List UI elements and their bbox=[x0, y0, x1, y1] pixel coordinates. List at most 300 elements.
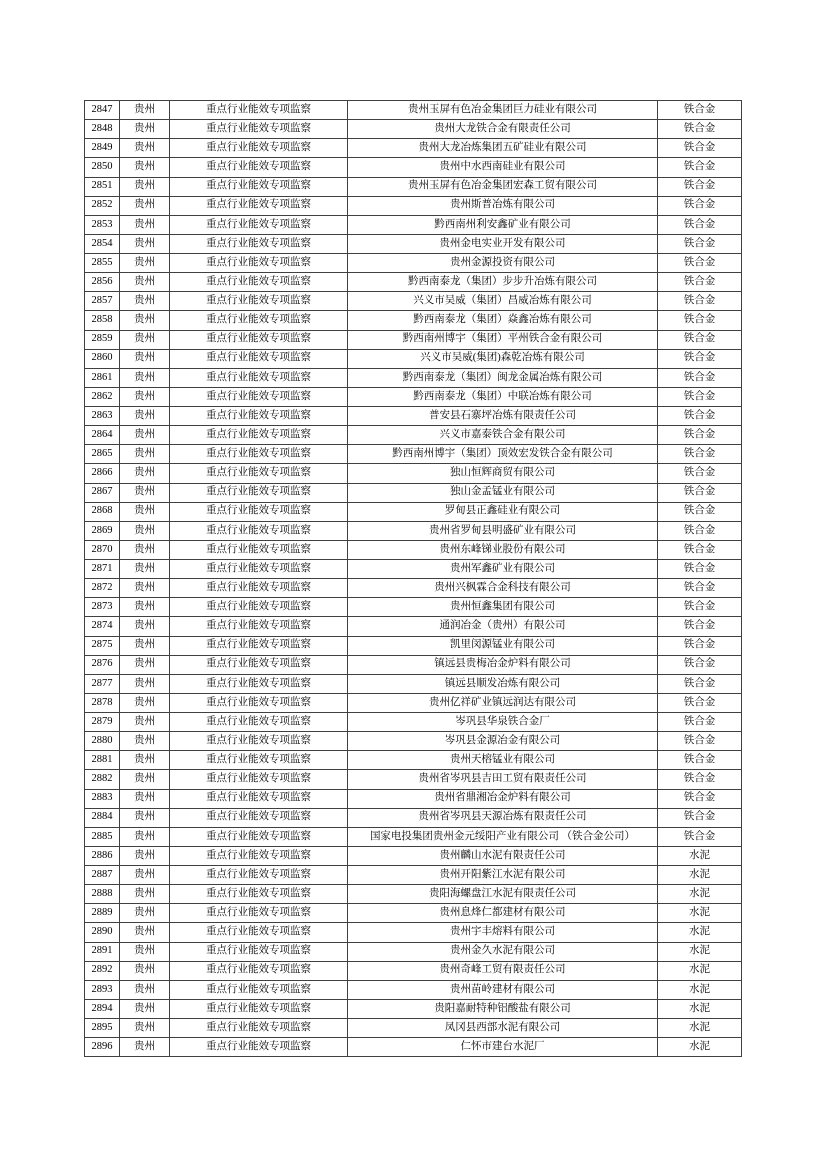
province-cell: 贵州 bbox=[120, 521, 170, 540]
category-cell: 重点行业能效专项监察 bbox=[170, 674, 348, 693]
category-cell: 重点行业能效专项监察 bbox=[170, 349, 348, 368]
category-cell: 重点行业能效专项监察 bbox=[170, 770, 348, 789]
table-row bbox=[85, 961, 742, 980]
serial-number-cell: 2888 bbox=[85, 885, 120, 904]
table-row bbox=[85, 177, 742, 196]
company-name-cell: 岑巩县华泉铁合金厂 bbox=[348, 713, 658, 732]
product-type-cell: 水泥 bbox=[658, 1038, 742, 1057]
product-type-cell: 铁合金 bbox=[658, 311, 742, 330]
province-cell: 贵州 bbox=[120, 579, 170, 598]
category-cell: 重点行业能效专项监察 bbox=[170, 483, 348, 502]
table-row bbox=[85, 942, 742, 961]
category-cell: 重点行业能效专项监察 bbox=[170, 713, 348, 732]
serial-number-cell: 2894 bbox=[85, 999, 120, 1018]
product-type-cell: 铁合金 bbox=[658, 502, 742, 521]
product-type-cell: 铁合金 bbox=[658, 751, 742, 770]
province-cell: 贵州 bbox=[120, 407, 170, 426]
category-cell: 重点行业能效专项监察 bbox=[170, 101, 348, 120]
serial-number-cell: 2892 bbox=[85, 961, 120, 980]
table-row bbox=[85, 426, 742, 445]
category-cell: 重点行业能效专项监察 bbox=[170, 885, 348, 904]
category-cell: 重点行业能效专项监察 bbox=[170, 273, 348, 292]
province-cell: 贵州 bbox=[120, 560, 170, 579]
category-cell: 重点行业能效专项监察 bbox=[170, 1038, 348, 1057]
product-type-cell: 铁合金 bbox=[658, 521, 742, 540]
category-cell: 重点行业能效专项监察 bbox=[170, 904, 348, 923]
table-row bbox=[85, 598, 742, 617]
table-row bbox=[85, 387, 742, 406]
province-cell: 贵州 bbox=[120, 770, 170, 789]
category-cell: 重点行业能效专项监察 bbox=[170, 540, 348, 559]
province-cell: 贵州 bbox=[120, 923, 170, 942]
product-type-cell: 铁合金 bbox=[658, 827, 742, 846]
table-row bbox=[85, 311, 742, 330]
table-row bbox=[85, 770, 742, 789]
company-name-cell: 贵州息烽仁都建材有限公司 bbox=[348, 904, 658, 923]
serial-number-cell: 2876 bbox=[85, 655, 120, 674]
province-cell: 贵州 bbox=[120, 866, 170, 885]
province-cell: 贵州 bbox=[120, 483, 170, 502]
product-type-cell: 铁合金 bbox=[658, 120, 742, 139]
serial-number-cell: 2891 bbox=[85, 942, 120, 961]
product-type-cell: 铁合金 bbox=[658, 674, 742, 693]
province-cell: 贵州 bbox=[120, 101, 170, 120]
company-name-cell: 贵州军鑫矿业有限公司 bbox=[348, 560, 658, 579]
province-cell: 贵州 bbox=[120, 464, 170, 483]
product-type-cell: 水泥 bbox=[658, 961, 742, 980]
category-cell: 重点行业能效专项监察 bbox=[170, 693, 348, 712]
province-cell: 贵州 bbox=[120, 713, 170, 732]
company-name-cell: 贵州宇丰熔料有限公司 bbox=[348, 923, 658, 942]
company-name-cell: 兴义市吴威(集团)森乾冶炼有限公司 bbox=[348, 349, 658, 368]
table-row bbox=[85, 407, 742, 426]
table-row bbox=[85, 617, 742, 636]
province-cell: 贵州 bbox=[120, 426, 170, 445]
table-row bbox=[85, 445, 742, 464]
company-name-cell: 仁怀市建台水泥厂 bbox=[348, 1038, 658, 1057]
category-cell: 重点行业能效专项监察 bbox=[170, 598, 348, 617]
company-name-cell: 凤冈县西部水泥有限公司 bbox=[348, 1019, 658, 1038]
province-cell: 贵州 bbox=[120, 751, 170, 770]
product-type-cell: 水泥 bbox=[658, 923, 742, 942]
province-cell: 贵州 bbox=[120, 655, 170, 674]
company-name-cell: 镇远县顺发冶炼有限公司 bbox=[348, 674, 658, 693]
category-cell: 重点行业能效专项监察 bbox=[170, 330, 348, 349]
category-cell: 重点行业能效专项监察 bbox=[170, 789, 348, 808]
serial-number-cell: 2869 bbox=[85, 521, 120, 540]
serial-number-cell: 2887 bbox=[85, 866, 120, 885]
province-cell: 贵州 bbox=[120, 942, 170, 961]
product-type-cell: 铁合金 bbox=[658, 196, 742, 215]
province-cell: 贵州 bbox=[120, 1019, 170, 1038]
province-cell: 贵州 bbox=[120, 636, 170, 655]
registry-table bbox=[84, 100, 742, 1057]
category-cell: 重点行业能效专项监察 bbox=[170, 999, 348, 1018]
category-cell: 重点行业能效专项监察 bbox=[170, 139, 348, 158]
product-type-cell: 铁合金 bbox=[658, 407, 742, 426]
table-row bbox=[85, 101, 742, 120]
table-row bbox=[85, 751, 742, 770]
company-name-cell: 贵州玉屏有色冶金集团巨力硅业有限公司 bbox=[348, 101, 658, 120]
company-name-cell: 独山恒辉商贸有限公司 bbox=[348, 464, 658, 483]
product-type-cell: 铁合金 bbox=[658, 732, 742, 751]
province-cell: 贵州 bbox=[120, 598, 170, 617]
province-cell: 贵州 bbox=[120, 177, 170, 196]
product-type-cell: 铁合金 bbox=[658, 789, 742, 808]
table-row bbox=[85, 904, 742, 923]
serial-number-cell: 2880 bbox=[85, 732, 120, 751]
product-type-cell: 水泥 bbox=[658, 866, 742, 885]
product-type-cell: 铁合金 bbox=[658, 215, 742, 234]
product-type-cell: 铁合金 bbox=[658, 483, 742, 502]
table-row bbox=[85, 846, 742, 865]
category-cell: 重点行业能效专项监察 bbox=[170, 387, 348, 406]
product-type-cell: 铁合金 bbox=[658, 254, 742, 273]
province-cell: 贵州 bbox=[120, 368, 170, 387]
product-type-cell: 铁合金 bbox=[658, 770, 742, 789]
province-cell: 贵州 bbox=[120, 215, 170, 234]
serial-number-cell: 2851 bbox=[85, 177, 120, 196]
province-cell: 贵州 bbox=[120, 349, 170, 368]
company-name-cell: 普安县石寨坪冶炼有限责任公司 bbox=[348, 407, 658, 426]
serial-number-cell: 2854 bbox=[85, 234, 120, 253]
company-name-cell: 独山金孟锰业有限公司 bbox=[348, 483, 658, 502]
product-type-cell: 铁合金 bbox=[658, 540, 742, 559]
company-name-cell: 黔西南州博宇（集团）顶效宏发铁合金有限公司 bbox=[348, 445, 658, 464]
serial-number-cell: 2856 bbox=[85, 273, 120, 292]
category-cell: 重点行业能效专项监察 bbox=[170, 751, 348, 770]
product-type-cell: 铁合金 bbox=[658, 560, 742, 579]
table-row bbox=[85, 368, 742, 387]
company-name-cell: 黔西南泰龙（集团）闽龙金属冶炼有限公司 bbox=[348, 368, 658, 387]
company-name-cell: 贵州苗岭建材有限公司 bbox=[348, 980, 658, 999]
province-cell: 贵州 bbox=[120, 961, 170, 980]
product-type-cell: 铁合金 bbox=[658, 636, 742, 655]
serial-number-cell: 2883 bbox=[85, 789, 120, 808]
product-type-cell: 铁合金 bbox=[658, 655, 742, 674]
table-row bbox=[85, 1038, 742, 1057]
category-cell: 重点行业能效专项监察 bbox=[170, 158, 348, 177]
company-name-cell: 凯里闵源锰业有限公司 bbox=[348, 636, 658, 655]
table-row bbox=[85, 330, 742, 349]
serial-number-cell: 2874 bbox=[85, 617, 120, 636]
product-type-cell: 铁合金 bbox=[658, 426, 742, 445]
table-row bbox=[85, 999, 742, 1018]
table-row bbox=[85, 254, 742, 273]
serial-number-cell: 2896 bbox=[85, 1038, 120, 1057]
category-cell: 重点行业能效专项监察 bbox=[170, 980, 348, 999]
table-row bbox=[85, 923, 742, 942]
serial-number-cell: 2879 bbox=[85, 713, 120, 732]
product-type-cell: 铁合金 bbox=[658, 617, 742, 636]
province-cell: 贵州 bbox=[120, 502, 170, 521]
product-type-cell: 水泥 bbox=[658, 846, 742, 865]
serial-number-cell: 2885 bbox=[85, 827, 120, 846]
product-type-cell: 铁合金 bbox=[658, 808, 742, 827]
company-name-cell: 贵州兴枫霖合金科技有限公司 bbox=[348, 579, 658, 598]
category-cell: 重点行业能效专项监察 bbox=[170, 846, 348, 865]
table-row bbox=[85, 139, 742, 158]
product-type-cell: 铁合金 bbox=[658, 158, 742, 177]
serial-number-cell: 2884 bbox=[85, 808, 120, 827]
category-cell: 重点行业能效专项监察 bbox=[170, 234, 348, 253]
table-row bbox=[85, 674, 742, 693]
product-type-cell: 铁合金 bbox=[658, 464, 742, 483]
category-cell: 重点行业能效专项监察 bbox=[170, 579, 348, 598]
province-cell: 贵州 bbox=[120, 196, 170, 215]
product-type-cell: 铁合金 bbox=[658, 273, 742, 292]
serial-number-cell: 2881 bbox=[85, 751, 120, 770]
product-type-cell: 水泥 bbox=[658, 904, 742, 923]
category-cell: 重点行业能效专项监察 bbox=[170, 636, 348, 655]
province-cell: 贵州 bbox=[120, 732, 170, 751]
table-row bbox=[85, 292, 742, 311]
table-row bbox=[85, 980, 742, 999]
product-type-cell: 铁合金 bbox=[658, 349, 742, 368]
company-name-cell: 贵州开阳紫江水泥有限公司 bbox=[348, 866, 658, 885]
province-cell: 贵州 bbox=[120, 445, 170, 464]
category-cell: 重点行业能效专项监察 bbox=[170, 407, 348, 426]
table-row bbox=[85, 636, 742, 655]
company-name-cell: 贵州金久水泥有限公司 bbox=[348, 942, 658, 961]
table-row bbox=[85, 196, 742, 215]
table-row bbox=[85, 120, 742, 139]
category-cell: 重点行业能效专项监察 bbox=[170, 464, 348, 483]
province-cell: 贵州 bbox=[120, 254, 170, 273]
province-cell: 贵州 bbox=[120, 617, 170, 636]
product-type-cell: 铁合金 bbox=[658, 234, 742, 253]
product-type-cell: 铁合金 bbox=[658, 368, 742, 387]
product-type-cell: 铁合金 bbox=[658, 387, 742, 406]
province-cell: 贵州 bbox=[120, 139, 170, 158]
company-name-cell: 贵州恒鑫集团有限公司 bbox=[348, 598, 658, 617]
table-row bbox=[85, 540, 742, 559]
serial-number-cell: 2862 bbox=[85, 387, 120, 406]
product-type-cell: 水泥 bbox=[658, 942, 742, 961]
serial-number-cell: 2857 bbox=[85, 292, 120, 311]
category-cell: 重点行业能效专项监察 bbox=[170, 292, 348, 311]
serial-number-cell: 2895 bbox=[85, 1019, 120, 1038]
category-cell: 重点行业能效专项监察 bbox=[170, 215, 348, 234]
company-name-cell: 贵州省罗甸县明盛矿业有限公司 bbox=[348, 521, 658, 540]
category-cell: 重点行业能效专项监察 bbox=[170, 426, 348, 445]
province-cell: 贵州 bbox=[120, 885, 170, 904]
product-type-cell: 铁合金 bbox=[658, 445, 742, 464]
serial-number-cell: 2858 bbox=[85, 311, 120, 330]
province-cell: 贵州 bbox=[120, 311, 170, 330]
table-row bbox=[85, 158, 742, 177]
province-cell: 贵州 bbox=[120, 999, 170, 1018]
table-row bbox=[85, 215, 742, 234]
table-row bbox=[85, 732, 742, 751]
serial-number-cell: 2849 bbox=[85, 139, 120, 158]
province-cell: 贵州 bbox=[120, 292, 170, 311]
province-cell: 贵州 bbox=[120, 904, 170, 923]
company-name-cell: 兴义市吴威（集团）昌威冶炼有限公司 bbox=[348, 292, 658, 311]
table-row bbox=[85, 483, 742, 502]
table-row bbox=[85, 579, 742, 598]
category-cell: 重点行业能效专项监察 bbox=[170, 196, 348, 215]
province-cell: 贵州 bbox=[120, 330, 170, 349]
company-name-cell: 黔西南州博宇（集团）平州铁合金有限公司 bbox=[348, 330, 658, 349]
province-cell: 贵州 bbox=[120, 120, 170, 139]
table-row bbox=[85, 521, 742, 540]
company-name-cell: 贵州斯普冶炼有限公司 bbox=[348, 196, 658, 215]
company-name-cell: 贵州亿祥矿业镇远润达有限公司 bbox=[348, 693, 658, 712]
product-type-cell: 水泥 bbox=[658, 885, 742, 904]
serial-number-cell: 2865 bbox=[85, 445, 120, 464]
company-name-cell: 贵州省鼎湘冶金炉料有限公司 bbox=[348, 789, 658, 808]
product-type-cell: 铁合金 bbox=[658, 598, 742, 617]
table-row bbox=[85, 502, 742, 521]
province-cell: 贵州 bbox=[120, 980, 170, 999]
category-cell: 重点行业能效专项监察 bbox=[170, 311, 348, 330]
company-name-cell: 贵州东峰锑业股份有限公司 bbox=[348, 540, 658, 559]
company-name-cell: 镇远县贵梅冶金炉料有限公司 bbox=[348, 655, 658, 674]
product-type-cell: 铁合金 bbox=[658, 139, 742, 158]
company-name-cell: 贵州大龙铁合金有限责任公司 bbox=[348, 120, 658, 139]
serial-number-cell: 2889 bbox=[85, 904, 120, 923]
company-name-cell: 贵阳嘉耐特种铝酸盐有限公司 bbox=[348, 999, 658, 1018]
category-cell: 重点行业能效专项监察 bbox=[170, 866, 348, 885]
table-row bbox=[85, 464, 742, 483]
table-row bbox=[85, 827, 742, 846]
product-type-cell: 铁合金 bbox=[658, 177, 742, 196]
serial-number-cell: 2852 bbox=[85, 196, 120, 215]
table-row bbox=[85, 866, 742, 885]
category-cell: 重点行业能效专项监察 bbox=[170, 521, 348, 540]
serial-number-cell: 2875 bbox=[85, 636, 120, 655]
table-row bbox=[85, 693, 742, 712]
serial-number-cell: 2886 bbox=[85, 846, 120, 865]
serial-number-cell: 2877 bbox=[85, 674, 120, 693]
product-type-cell: 铁合金 bbox=[658, 713, 742, 732]
category-cell: 重点行业能效专项监察 bbox=[170, 617, 348, 636]
product-type-cell: 水泥 bbox=[658, 999, 742, 1018]
category-cell: 重点行业能效专项监察 bbox=[170, 923, 348, 942]
serial-number-cell: 2853 bbox=[85, 215, 120, 234]
category-cell: 重点行业能效专项监察 bbox=[170, 655, 348, 674]
province-cell: 贵州 bbox=[120, 158, 170, 177]
serial-number-cell: 2847 bbox=[85, 101, 120, 120]
category-cell: 重点行业能效专项监察 bbox=[170, 254, 348, 273]
serial-number-cell: 2873 bbox=[85, 598, 120, 617]
company-name-cell: 贵州大龙冶炼集团五矿硅业有限公司 bbox=[348, 139, 658, 158]
serial-number-cell: 2848 bbox=[85, 120, 120, 139]
province-cell: 贵州 bbox=[120, 827, 170, 846]
serial-number-cell: 2872 bbox=[85, 579, 120, 598]
company-name-cell: 贵阳海螺盘江水泥有限责任公司 bbox=[348, 885, 658, 904]
table-row bbox=[85, 789, 742, 808]
company-name-cell: 罗甸县正鑫硅业有限公司 bbox=[348, 502, 658, 521]
company-name-cell: 黔西南泰龙（集团）焱鑫冶炼有限公司 bbox=[348, 311, 658, 330]
serial-number-cell: 2864 bbox=[85, 426, 120, 445]
category-cell: 重点行业能效专项监察 bbox=[170, 732, 348, 751]
province-cell: 贵州 bbox=[120, 234, 170, 253]
serial-number-cell: 2866 bbox=[85, 464, 120, 483]
table-row bbox=[85, 273, 742, 292]
product-type-cell: 铁合金 bbox=[658, 330, 742, 349]
table-row bbox=[85, 349, 742, 368]
company-name-cell: 国家电投集团贵州金元绥阳产业有限公司 （铁合金公司） bbox=[348, 827, 658, 846]
company-name-cell: 贵州中水西南硅业有限公司 bbox=[348, 158, 658, 177]
serial-number-cell: 2893 bbox=[85, 980, 120, 999]
category-cell: 重点行业能效专项监察 bbox=[170, 177, 348, 196]
company-name-cell: 岑巩县金源冶金有限公司 bbox=[348, 732, 658, 751]
table-row bbox=[85, 885, 742, 904]
category-cell: 重点行业能效专项监察 bbox=[170, 942, 348, 961]
registry-table-body bbox=[85, 101, 742, 1057]
table-row bbox=[85, 713, 742, 732]
category-cell: 重点行业能效专项监察 bbox=[170, 560, 348, 579]
serial-number-cell: 2871 bbox=[85, 560, 120, 579]
company-name-cell: 黔西南泰龙（集团）步步升冶炼有限公司 bbox=[348, 273, 658, 292]
category-cell: 重点行业能效专项监察 bbox=[170, 1019, 348, 1038]
serial-number-cell: 2861 bbox=[85, 368, 120, 387]
category-cell: 重点行业能效专项监察 bbox=[170, 502, 348, 521]
category-cell: 重点行业能效专项监察 bbox=[170, 808, 348, 827]
company-name-cell: 黔西南州利安鑫矿业有限公司 bbox=[348, 215, 658, 234]
serial-number-cell: 2870 bbox=[85, 540, 120, 559]
company-name-cell: 贵州玉屏有色冶金集团宏森工贸有限公司 bbox=[348, 177, 658, 196]
company-name-cell: 贵州金源投资有限公司 bbox=[348, 254, 658, 273]
company-name-cell: 黔西南泰龙（集团）中联冶炼有限公司 bbox=[348, 387, 658, 406]
table-row bbox=[85, 655, 742, 674]
province-cell: 贵州 bbox=[120, 693, 170, 712]
serial-number-cell: 2867 bbox=[85, 483, 120, 502]
product-type-cell: 铁合金 bbox=[658, 101, 742, 120]
company-name-cell: 贵州省岑巩县吉田工贸有限责任公司 bbox=[348, 770, 658, 789]
serial-number-cell: 2850 bbox=[85, 158, 120, 177]
product-type-cell: 铁合金 bbox=[658, 579, 742, 598]
company-name-cell: 贵州金电实业开发有限公司 bbox=[348, 234, 658, 253]
category-cell: 重点行业能效专项监察 bbox=[170, 368, 348, 387]
company-name-cell: 贵州省岑巩县天源冶炼有限责任公司 bbox=[348, 808, 658, 827]
product-type-cell: 铁合金 bbox=[658, 693, 742, 712]
category-cell: 重点行业能效专项监察 bbox=[170, 961, 348, 980]
company-name-cell: 贵州奇峰工贸有限责任公司 bbox=[348, 961, 658, 980]
province-cell: 贵州 bbox=[120, 808, 170, 827]
serial-number-cell: 2860 bbox=[85, 349, 120, 368]
serial-number-cell: 2859 bbox=[85, 330, 120, 349]
category-cell: 重点行业能效专项监察 bbox=[170, 827, 348, 846]
product-type-cell: 水泥 bbox=[658, 1019, 742, 1038]
serial-number-cell: 2863 bbox=[85, 407, 120, 426]
province-cell: 贵州 bbox=[120, 273, 170, 292]
company-name-cell: 贵州麟山水泥有限责任公司 bbox=[348, 846, 658, 865]
table-row bbox=[85, 808, 742, 827]
serial-number-cell: 2868 bbox=[85, 502, 120, 521]
province-cell: 贵州 bbox=[120, 789, 170, 808]
province-cell: 贵州 bbox=[120, 674, 170, 693]
serial-number-cell: 2890 bbox=[85, 923, 120, 942]
serial-number-cell: 2855 bbox=[85, 254, 120, 273]
province-cell: 贵州 bbox=[120, 387, 170, 406]
category-cell: 重点行业能效专项监察 bbox=[170, 445, 348, 464]
company-name-cell: 贵州天榕锰业有限公司 bbox=[348, 751, 658, 770]
table-row bbox=[85, 1019, 742, 1038]
province-cell: 贵州 bbox=[120, 540, 170, 559]
table-row bbox=[85, 234, 742, 253]
category-cell: 重点行业能效专项监察 bbox=[170, 120, 348, 139]
company-name-cell: 通润冶金（贵州）有限公司 bbox=[348, 617, 658, 636]
serial-number-cell: 2878 bbox=[85, 693, 120, 712]
serial-number-cell: 2882 bbox=[85, 770, 120, 789]
table-row bbox=[85, 560, 742, 579]
province-cell: 贵州 bbox=[120, 846, 170, 865]
province-cell: 贵州 bbox=[120, 1038, 170, 1057]
product-type-cell: 水泥 bbox=[658, 980, 742, 999]
